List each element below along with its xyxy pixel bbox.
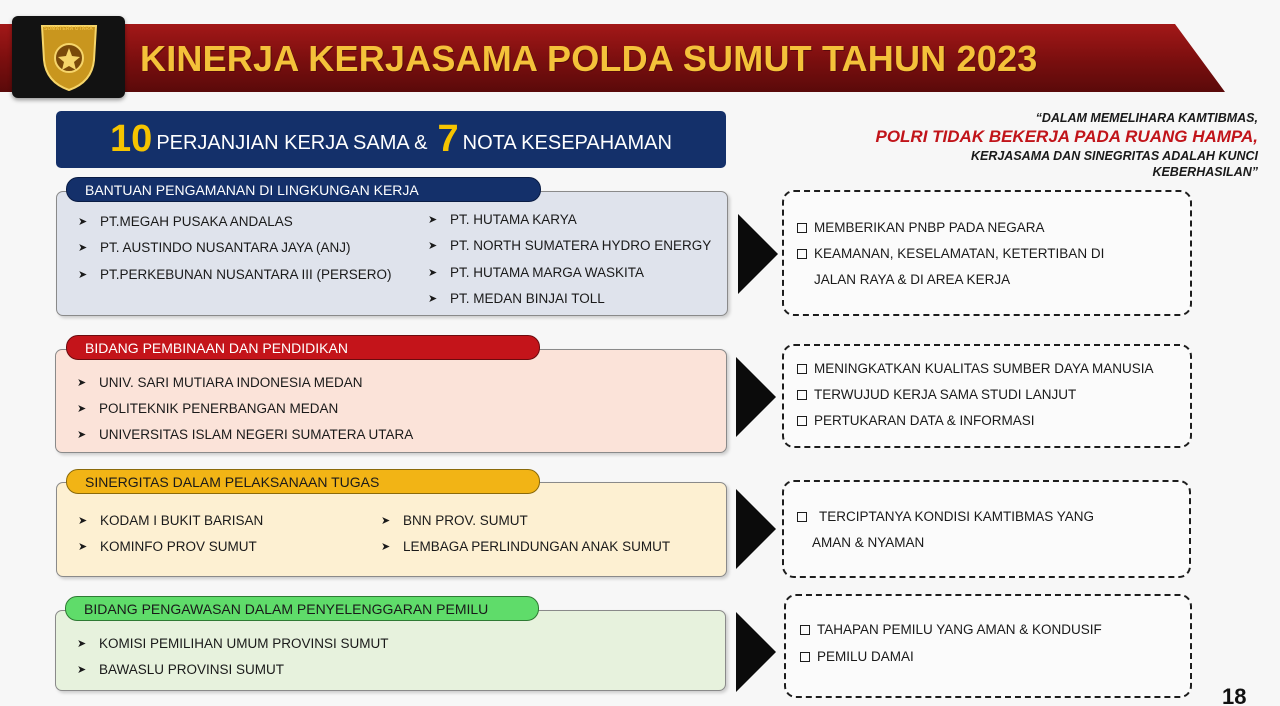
arrow-icon: [736, 612, 776, 692]
list-item: ➤ BAWASLU PROVINSI SUMUT: [77, 662, 285, 677]
section-synergy-title: SINERGITAS DALAM PELAKSANAAN TUGAS: [66, 469, 540, 494]
outcome-item: MEMBERIKAN PNBP PADA NEGARA: [797, 220, 1045, 235]
outcome-item: KEAMANAN, KESELAMATAN, KETERTIBAN DI: [797, 246, 1104, 261]
page-number: 18: [1222, 684, 1247, 706]
list-item: ➤ PT. NORTH SUMATERA HYDRO ENERGY: [428, 238, 712, 253]
agreement-count-box: [56, 111, 726, 168]
section-election-title: BIDANG PENGAWASAN DALAM PENYELENGGARAN PEMILU: [65, 596, 539, 621]
mou-count: 7: [437, 118, 459, 160]
pks-count: 10: [110, 118, 153, 160]
list-item: ➤ PT. HUTAMA MARGA WASKITA: [428, 265, 645, 280]
list-item: ➤ UNIVERSITAS ISLAM NEGERI SUMATERA UTARA: [77, 427, 414, 442]
outcome-item: PERTUKARAN DATA & INFORMASI: [797, 413, 1035, 428]
section-synergy-outcomes: [782, 480, 1191, 578]
section-security-title: BANTUAN PENGAMANAN DI LINGKUNGAN KERJA: [66, 177, 541, 202]
quote: [828, 110, 1258, 180]
list-item: ➤ KODAM I BUKIT BARISAN: [78, 513, 264, 528]
section-election-outcomes: [784, 594, 1192, 698]
list-item: ➤ LEMBAGA PERLINDUNGAN ANAK SUMUT: [381, 539, 671, 554]
checkbox-icon: [797, 416, 807, 426]
checkbox-icon: [800, 652, 810, 662]
list-item: ➤ PT.PERKEBUNAN NUSANTARA III (PERSERO): [78, 267, 392, 282]
outcome-item: TAHAPAN PEMILU YANG AMAN & KONDUSIF: [800, 622, 1102, 637]
logo-text: SUMATERA UTARA: [43, 26, 94, 32]
section-education-title: BIDANG PEMBINAAN DAN PENDIDIKAN: [66, 335, 540, 360]
checkbox-icon: [797, 512, 807, 522]
pks-label: PERJANJIAN KERJA SAMA &: [156, 132, 428, 154]
outcome-item: TERWUJUD KERJA SAMA STUDI LANJUT: [797, 387, 1076, 402]
checkbox-icon: [797, 364, 807, 374]
arrow-icon: [738, 214, 778, 294]
list-item: ➤ KOMINFO PROV SUMUT: [78, 539, 257, 554]
outcome-item: TERCIPTANYA KONDISI KAMTIBMAS YANG: [797, 509, 1094, 524]
outcome-item: AMAN & NYAMAN: [812, 535, 925, 550]
list-item: ➤ PT. MEDAN BINJAI TOLL: [428, 291, 605, 306]
list-item: ➤ KOMISI PEMILIHAN UMUM PROVINSI SUMUT: [77, 636, 389, 651]
section-synergy-panel: [56, 482, 727, 577]
quote-line-1: “DALAM MEMELIHARA KAMTIBMAS,: [1035, 111, 1258, 125]
mou-label: NOTA KESEPAHAMAN: [462, 132, 672, 154]
arrow-icon: [736, 489, 776, 569]
page-title: KINERJA KERJASAMA POLDA SUMUT TAHUN 2023: [140, 38, 1038, 79]
checkbox-icon: [800, 625, 810, 635]
list-item: ➤ PT.MEGAH PUSAKA ANDALAS: [78, 214, 293, 229]
list-item: ➤ BNN PROV. SUMUT: [381, 513, 528, 528]
list-item: ➤ PT. AUSTINDO NUSANTARA JAYA (ANJ): [78, 240, 351, 255]
quote-line-2: POLRI TIDAK BEKERJA PADA RUANG HAMPA,: [875, 127, 1258, 146]
quote-line-3: KERJASAMA DAN SINEGRITAS ADALAH KUNCI: [970, 149, 1258, 163]
checkbox-icon: [797, 249, 807, 259]
checkbox-icon: [797, 223, 807, 233]
outcome-item: PEMILU DAMAI: [800, 649, 914, 664]
arrow-icon: [736, 357, 776, 437]
quote-line-4: KEBERHASILAN”: [1152, 165, 1258, 179]
outcome-item: MENINGKATKAN KUALITAS SUMBER DAYA MANUSIA: [797, 361, 1154, 376]
list-item: ➤ PT. HUTAMA KARYA: [428, 212, 577, 227]
checkbox-icon: [797, 390, 807, 400]
list-item: ➤ POLITEKNIK PENERBANGAN MEDAN: [77, 401, 339, 416]
list-item: ➤ UNIV. SARI MUTIARA INDONESIA MEDAN: [77, 375, 363, 390]
polda-logo: [12, 16, 125, 98]
outcome-item: JALAN RAYA & DI AREA KERJA: [814, 272, 1011, 287]
